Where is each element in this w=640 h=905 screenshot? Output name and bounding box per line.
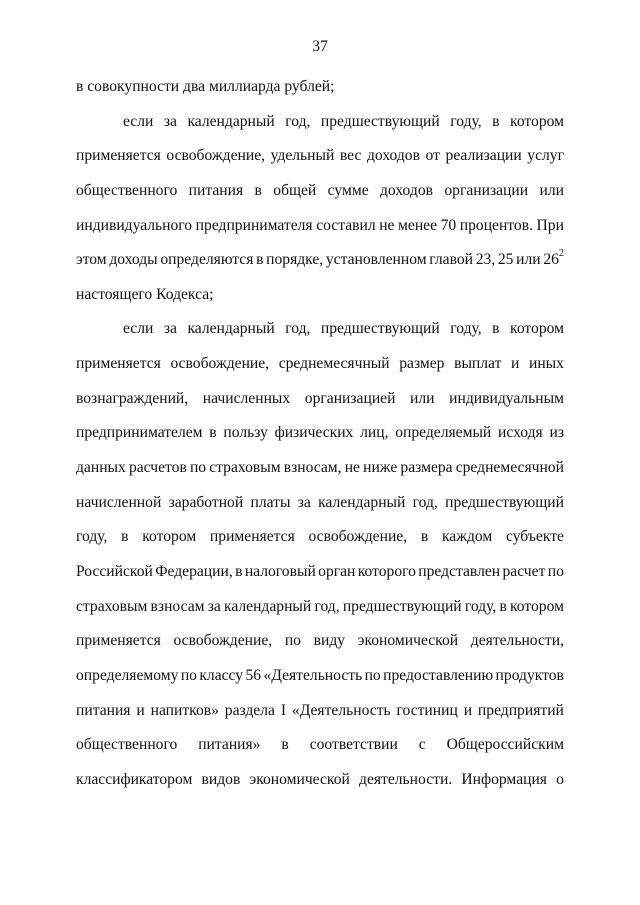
text-line — [76, 245, 564, 280]
text-line — [76, 557, 564, 592]
word: по — [364, 666, 381, 684]
paragraph — [76, 314, 564, 799]
word: предоставлению — [383, 666, 494, 684]
word: или — [516, 251, 541, 269]
word: за — [207, 597, 221, 615]
word: котором — [510, 320, 564, 338]
word: общественного — [76, 181, 178, 199]
text-line — [76, 314, 564, 349]
word: в — [499, 597, 507, 615]
word: питания» — [198, 736, 261, 754]
word: в — [76, 78, 84, 95]
word: в — [254, 181, 262, 199]
word: совокупности — [87, 78, 180, 95]
word: определяются — [160, 251, 254, 269]
word: году, — [450, 112, 482, 130]
word: физических — [274, 424, 354, 442]
word: начисленных — [202, 389, 291, 407]
word: настоящего — [76, 285, 153, 303]
word: предшествующий — [445, 493, 564, 511]
word: год, — [285, 320, 311, 338]
word: I — [280, 701, 287, 719]
word: страховым — [209, 459, 281, 477]
text-line — [76, 72, 564, 107]
word: предприятий — [477, 701, 564, 719]
word: иных — [528, 355, 564, 373]
word: заработной — [168, 493, 244, 511]
word: представлен — [418, 562, 501, 580]
word: индивидуальным — [449, 389, 564, 407]
text-line — [76, 211, 564, 246]
word: году, — [76, 528, 108, 546]
word: размера — [400, 459, 453, 477]
word: освобождение, — [170, 355, 270, 373]
word: соответствии — [309, 736, 398, 754]
word: в — [121, 528, 129, 546]
word: календарный — [223, 597, 312, 615]
word: 25 — [497, 251, 514, 269]
word: от — [425, 147, 440, 165]
word: в — [256, 251, 264, 269]
text-line — [76, 661, 564, 696]
word: доходы — [109, 251, 158, 269]
word: питания — [76, 701, 131, 719]
word: в — [209, 424, 217, 442]
word: в — [492, 112, 500, 130]
word: и — [463, 701, 473, 719]
word: «Деятельность — [263, 666, 363, 684]
word: исходя — [498, 424, 543, 442]
word: индивидуального — [76, 216, 193, 234]
word: 56 — [245, 666, 262, 684]
word: раздела — [224, 701, 275, 719]
word: календарный — [318, 493, 406, 511]
word: расчетов — [128, 459, 187, 477]
word: в — [420, 528, 429, 546]
word: классу — [199, 666, 244, 684]
text-line — [76, 349, 564, 384]
word: начисленной — [76, 493, 162, 511]
word: организации — [444, 181, 529, 199]
word: предшествующий — [320, 320, 440, 338]
word: налоговый — [244, 562, 316, 580]
word: рублей; — [284, 78, 335, 95]
word: услуг — [527, 147, 564, 165]
word: сумме — [327, 181, 369, 199]
word: с — [418, 736, 426, 754]
word: и — [511, 355, 520, 373]
word: применяется — [76, 632, 161, 650]
word: деятельности, — [470, 632, 564, 650]
word: реализации — [445, 147, 522, 165]
word: из — [549, 424, 564, 442]
word: не — [379, 216, 395, 234]
word: размер — [399, 355, 445, 373]
word: по — [189, 459, 207, 477]
word: составил — [316, 216, 376, 234]
word: питания — [188, 181, 244, 199]
word: взносам, — [283, 459, 342, 477]
word: календарный — [187, 320, 275, 338]
text-line — [76, 522, 564, 557]
word: Федерации, — [155, 562, 233, 580]
word: год, — [314, 597, 340, 615]
word: ниже — [363, 459, 398, 477]
text-line — [76, 592, 564, 627]
word: за — [163, 320, 177, 338]
word: котором — [510, 597, 564, 615]
text-line — [76, 696, 564, 731]
word: предпринимателя — [195, 216, 313, 234]
word: о — [556, 770, 564, 788]
word: и — [136, 701, 145, 719]
word: не — [344, 459, 360, 477]
word: применяется — [76, 355, 161, 373]
word: общественного — [76, 736, 178, 754]
word: продуктов — [495, 666, 564, 684]
word: за — [163, 112, 177, 130]
word: определяемый — [395, 424, 492, 442]
word: каждом — [441, 528, 493, 546]
word: процентов. — [459, 216, 533, 234]
word: календарный — [187, 112, 275, 130]
word: или — [410, 389, 435, 407]
text-line — [76, 453, 564, 488]
word: доходов — [366, 147, 420, 165]
word: предпринимателем — [76, 424, 203, 442]
word: Общероссийским — [446, 736, 564, 754]
page-number: 37 — [312, 38, 328, 55]
word: в — [235, 562, 243, 580]
word: году, — [450, 320, 482, 338]
word: котором — [142, 528, 197, 546]
word: год, — [412, 493, 438, 511]
document-body — [76, 72, 564, 799]
word: если — [123, 112, 154, 130]
word: взносам — [150, 597, 205, 615]
text-line — [76, 176, 564, 211]
word: Российской — [76, 562, 153, 580]
word: два — [183, 78, 206, 95]
word: организацией — [304, 389, 396, 407]
word: применяется — [76, 147, 161, 165]
text-line — [76, 626, 564, 661]
word: менее — [398, 216, 438, 234]
word: по — [180, 666, 197, 684]
word: общей — [273, 181, 317, 199]
word: установленном — [325, 251, 427, 269]
word: платы — [250, 493, 291, 511]
word: пользу — [223, 424, 268, 442]
word: порядке, — [266, 251, 324, 269]
word: году, — [464, 597, 497, 615]
word: котором — [510, 112, 564, 130]
word: При — [536, 216, 564, 234]
text-line — [76, 141, 564, 176]
superscript: 2 — [558, 248, 564, 260]
word: предшествующий — [342, 597, 462, 615]
word: классификатором — [76, 770, 193, 788]
text-line — [76, 418, 564, 453]
word: освобождение, — [173, 632, 273, 650]
word: год, — [285, 112, 311, 130]
word: выплат — [454, 355, 502, 373]
word: «Деятельность — [291, 701, 391, 719]
text-line — [76, 488, 564, 523]
word: Кодекса; — [156, 285, 214, 303]
word: субъекте — [506, 528, 564, 546]
word: деятельности. — [359, 770, 453, 788]
text-line — [76, 107, 564, 142]
word: расчет — [502, 562, 546, 580]
paragraph — [76, 72, 564, 107]
word: Информация — [461, 770, 547, 788]
word: гостиниц — [396, 701, 458, 719]
word: экономической — [357, 632, 459, 650]
word: виду — [313, 632, 346, 650]
word: среднемесячный — [278, 355, 390, 373]
word: видов — [201, 770, 241, 788]
word: в — [281, 736, 289, 754]
word: доходов — [380, 181, 433, 199]
word: по — [284, 632, 301, 650]
word: или — [539, 181, 564, 199]
word: этом — [76, 251, 107, 269]
word: лиц, — [360, 424, 389, 442]
word: в — [492, 320, 500, 338]
word: вознаграждений, — [76, 389, 189, 407]
text-line — [76, 384, 564, 419]
word: среднемесячной — [455, 459, 564, 477]
text-line — [76, 280, 564, 315]
word: освобождение, — [308, 528, 408, 546]
word: которого — [357, 562, 416, 580]
word: миллиарда — [208, 78, 281, 95]
word: определяемому — [76, 666, 179, 684]
word: страховым — [76, 597, 148, 615]
word: вес — [339, 147, 362, 165]
word: удельный — [270, 147, 335, 165]
word: экономической — [249, 770, 350, 788]
word: за — [297, 493, 311, 511]
word: главой — [429, 251, 473, 269]
word: 70 — [440, 216, 457, 234]
paragraph — [76, 107, 564, 315]
word: орган — [318, 562, 356, 580]
word: если — [123, 320, 154, 338]
word: по — [547, 562, 564, 580]
text-line — [76, 765, 564, 800]
text-line — [76, 730, 564, 765]
word: освобождение, — [166, 147, 266, 165]
word: данных — [76, 459, 126, 477]
word: предшествующий — [320, 112, 440, 130]
word: 23, — [475, 251, 496, 269]
word: $26^2$ — [543, 248, 564, 269]
word: применяется — [209, 528, 295, 546]
word: напитков» — [150, 701, 219, 719]
